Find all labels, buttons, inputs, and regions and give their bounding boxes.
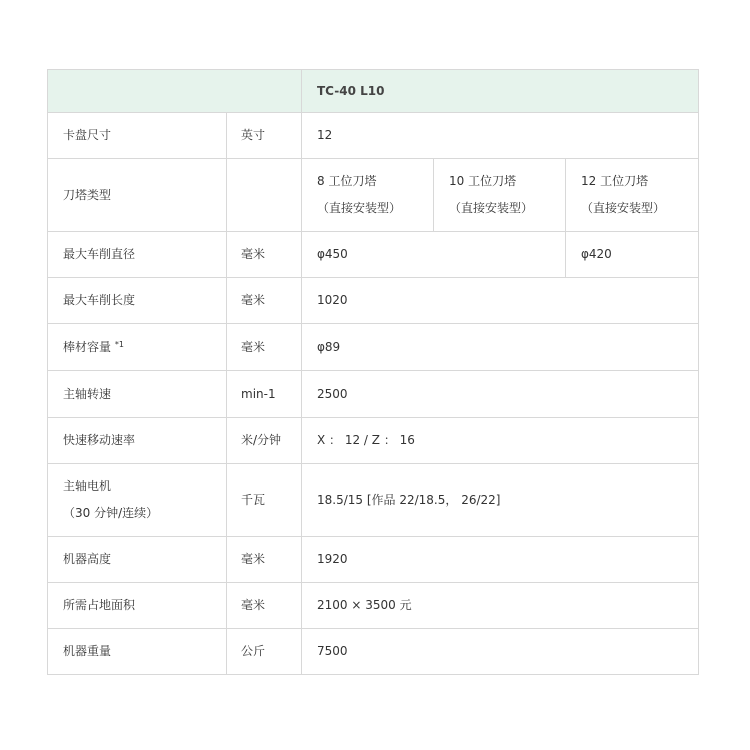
row-unit: 千瓦 xyxy=(227,464,302,537)
row-label: 最大车削长度 xyxy=(48,278,227,324)
row-label-cell xyxy=(48,324,227,371)
spec-table xyxy=(47,69,699,675)
row-label-sub: （30 分钟/连续） xyxy=(63,506,159,520)
row-label-cell xyxy=(48,464,227,537)
turret-option-name: 8 工位刀塔 xyxy=(317,174,377,188)
row-unit: 毫米 xyxy=(227,583,302,629)
row-label: 最大车削直径 xyxy=(48,232,227,278)
table-row-spindle-speed xyxy=(48,371,699,418)
table-row-machine-height xyxy=(48,537,699,583)
table-row-rapid-traverse xyxy=(48,418,699,464)
row-label: 快速移动速率 xyxy=(48,418,227,464)
turret-option-8 xyxy=(302,159,434,232)
turret-option-note: （直接安装型） xyxy=(449,201,534,215)
table-row-max-diameter xyxy=(48,232,699,278)
row-label: 机器高度 xyxy=(48,537,227,583)
turret-option-name: 12 工位刀塔 xyxy=(581,174,649,188)
row-label: 棒材容量 xyxy=(63,339,112,354)
row-value: 12 xyxy=(302,113,699,159)
row-unit: 毫米 xyxy=(227,324,302,371)
turret-option-name: 10 工位刀塔 xyxy=(449,174,517,188)
row-label: 卡盘尺寸 xyxy=(48,113,227,159)
row-unit: 米/分钟 xyxy=(227,418,302,464)
table-row-turret-type xyxy=(48,159,699,232)
turret-option-12 xyxy=(566,159,699,232)
row-value: 7500 xyxy=(302,629,699,675)
table-row-machine-weight xyxy=(48,629,699,675)
model-name: TC-40 L10 xyxy=(302,70,699,113)
table-row-floor-space xyxy=(48,583,699,629)
row-unit: 毫米 xyxy=(227,232,302,278)
row-value-12: φ420 xyxy=(566,232,699,278)
row-value: 18.5/15 [作品 22/18.5， 26/22] xyxy=(302,464,699,537)
row-label: 刀塔类型 xyxy=(48,159,227,232)
row-value: φ89 xyxy=(302,324,699,371)
row-value: 1920 xyxy=(302,537,699,583)
header-blank-cell xyxy=(48,70,302,113)
row-unit-empty xyxy=(227,159,302,232)
table-row-max-length xyxy=(48,278,699,324)
row-unit: min-1 xyxy=(227,371,302,418)
row-value-8-10: φ450 xyxy=(302,232,566,278)
row-unit: 毫米 xyxy=(227,278,302,324)
row-value: 2100 × 3500 元 xyxy=(302,583,699,629)
row-unit: 公斤 xyxy=(227,629,302,675)
turret-option-note: （直接安装型） xyxy=(317,201,402,215)
row-unit: 毫米 xyxy=(227,537,302,583)
row-label: 所需占地面积 xyxy=(48,583,227,629)
table-header-row xyxy=(48,70,699,113)
table-row-bar-capacity xyxy=(48,324,699,371)
row-label: 机器重量 xyxy=(48,629,227,675)
row-label: 主轴转速 xyxy=(48,371,227,418)
row-label: 主轴电机 xyxy=(63,479,112,493)
row-unit: 英寸 xyxy=(227,113,302,159)
row-value: X ： 12 / Z ： 16 xyxy=(302,418,699,464)
table-row-spindle-motor xyxy=(48,464,699,537)
row-value: 1020 xyxy=(302,278,699,324)
turret-option-10 xyxy=(434,159,566,232)
turret-option-note: （直接安装型） xyxy=(581,201,666,215)
row-value: 2500 xyxy=(302,371,699,418)
table-row-chuck-size xyxy=(48,113,699,159)
footnote-marker: *1 xyxy=(114,339,124,349)
